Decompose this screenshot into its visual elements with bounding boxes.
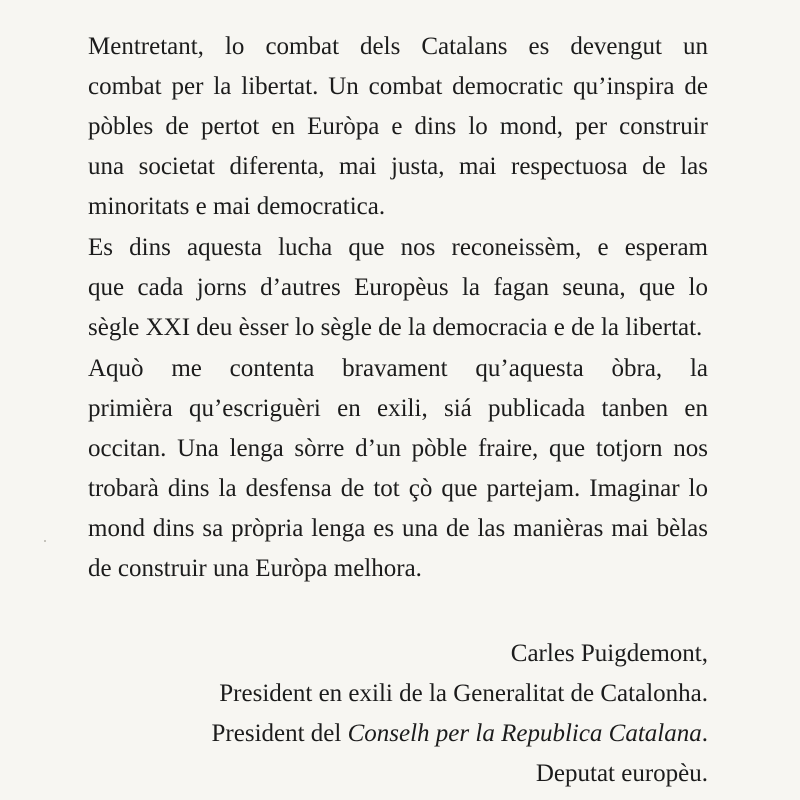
paragraph-1 bbox=[88, 27, 708, 227]
paragraph-line: que cada jorns d’autres Europèus la fagan seuna, que lo bbox=[88, 274, 708, 301]
paragraph-line: Mentretant, lo combat dels Catalans es devengut un bbox=[88, 33, 708, 60]
signature-title-3: Deputat europèu. bbox=[535, 760, 708, 787]
paragraph-line: Aquò me contenta bravament qu’aquesta òbra, la bbox=[88, 355, 708, 382]
signature-title-2 bbox=[88, 714, 708, 754]
paragraph-line: trobarà dins la desfensa de tot çò que partejam. Imaginar lo bbox=[88, 475, 708, 502]
paragraph-line: sègle XXI deu èsser lo sègle de la democracia e de la libertat. bbox=[88, 314, 703, 341]
paragraph-line: occitan. Una lenga sòrre d’un pòble fraire, que totjorn nos bbox=[88, 435, 708, 462]
signature-title-2-prefix: President del bbox=[211, 720, 348, 747]
paper-speck bbox=[44, 540, 46, 542]
paragraph-2 bbox=[88, 228, 708, 348]
paragraph-line: mond dins sa pròpria lenga es una de las manièras mai bèlas bbox=[88, 515, 708, 542]
paragraph-line: combat per la libertat. Un combat democratic qu’inspira de bbox=[88, 73, 708, 100]
paragraph-line: una societat diferenta, mai justa, mai respectuosa de las bbox=[88, 153, 708, 180]
signature-title-2-suffix: . bbox=[701, 720, 708, 747]
paragraph-3 bbox=[88, 349, 708, 589]
paragraph-line: Es dins aquesta lucha que nos reconeissèm, e esperam bbox=[88, 234, 708, 261]
signature-name: Carles Puigdemont, bbox=[510, 640, 708, 667]
paragraph-line: pòbles de pertot en Euròpa e dins lo mond, per construir bbox=[88, 113, 708, 140]
signature-block bbox=[88, 634, 708, 794]
paragraph-line: minoritats e mai democratica. bbox=[88, 193, 386, 220]
paragraph-line: de construir una Euròpa melhora. bbox=[88, 555, 422, 582]
paragraph-line: primièra qu’escriguèri en exili, siá publicada tanben en bbox=[88, 395, 708, 422]
signature-title-1: President en exili de la Generalitat de Catalonha. bbox=[219, 680, 708, 707]
signature-title-2-italic: Conselh per la Republica Catalana bbox=[347, 720, 702, 747]
